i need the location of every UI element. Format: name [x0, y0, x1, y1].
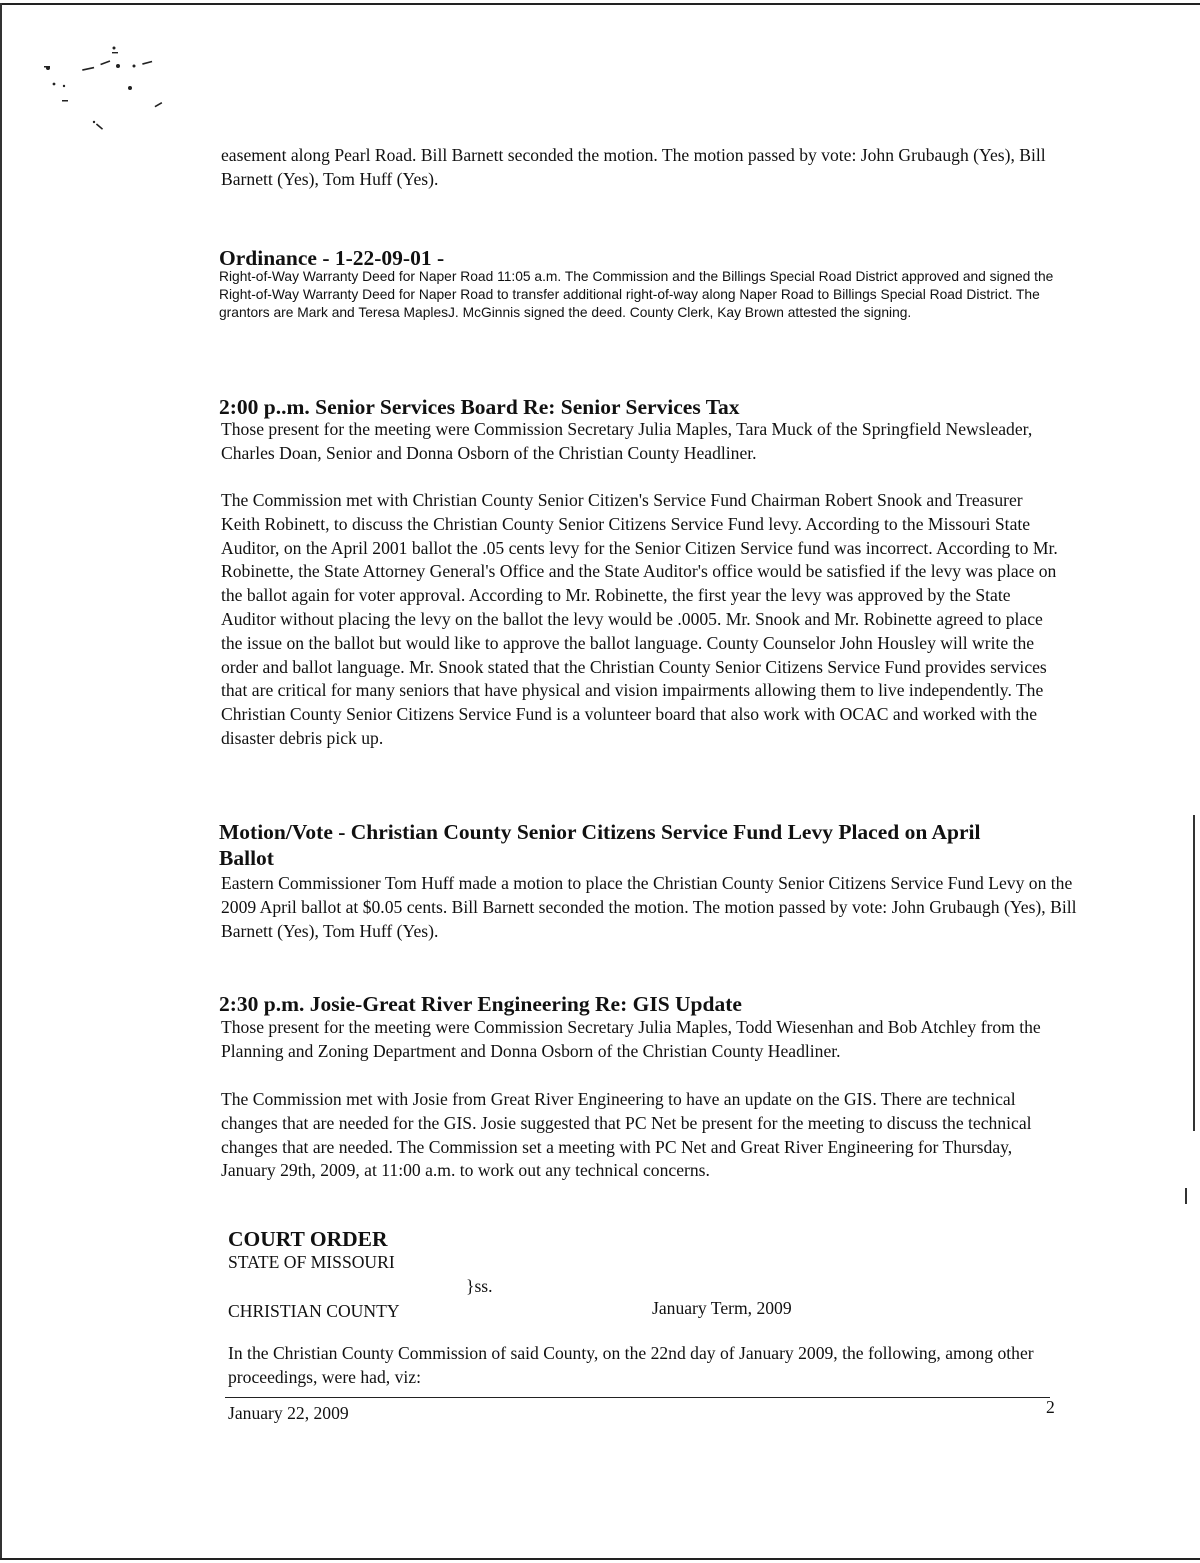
scan-speckles	[30, 40, 170, 140]
motion-vote-heading-line1: Motion/Vote - Christian County Senior Citizens Service Fund Levy Placed on April	[219, 820, 981, 844]
footer-rule	[225, 1397, 1050, 1398]
motion-vote-body: Eastern Commissioner Tom Huff made a motion to place the Christian County Senior Citizens Service Fund Levy on the 2009 April ballot at $0.05 cents. Bill Barnett seconded the motion. The motion passed by vote: John Grubaugh (Yes), Bill Barnett (Yes), Tom Huff (Yes).	[221, 873, 1077, 941]
motion-vote-heading	[219, 819, 1099, 871]
page-number: 2	[1046, 1397, 1055, 1417]
scan-left-border	[0, 3, 2, 1560]
scan-edge-mark	[1193, 815, 1195, 1131]
scan-bottom-border	[0, 1558, 1200, 1560]
court-order-county: CHRISTIAN COUNTY	[228, 1301, 400, 1321]
ordinance-body: Right-of-Way Warranty Deed for Naper Road 11:05 a.m. The Commission and the Billings Special Road District approved and signed the Right-of-Way Warranty Deed for Naper Road to transfer additional right-of-way along Naper Road to Billings Special Road District. The grantors are Mark and Teresa MaplesJ. McGinnis signed the deed. County Clerk, Kay Brown attested the signing.	[219, 269, 1054, 320]
scan-edge-mark	[1185, 1188, 1187, 1204]
court-order-ss: }ss.	[466, 1276, 493, 1296]
scan-top-border	[0, 3, 1200, 5]
motion-vote-heading-line2: Ballot	[219, 846, 274, 870]
court-order-body: In the Christian County Commission of said County, on the 22nd day of January 2009, the following, among other proceedings, were had, viz:	[228, 1343, 1034, 1387]
footer-date: January 22, 2009	[228, 1403, 349, 1423]
court-order-heading: COURT ORDER	[228, 1227, 388, 1251]
ordinance-heading: Ordinance - 1-22-09-01 -	[219, 246, 445, 270]
senior-services-body: The Commission met with Christian County Senior Citizen's Service Fund Chairman Robert Snook and Treasurer Keith Robinett, to discuss the Christian County Senior Citizens Service Fund levy. According to the Missouri State Auditor, on the April 2001 ballot the .05 cents levy for the Senior Citizen Service fund was incorrect. According to Mr. Robinette, the State Attorney General's Office and the State Auditor's office would be satisfied if the levy was place on the ballot again for voter approval. According to Mr. Robinette, the first year the levy was approved by the State Auditor without placing the levy on the ballot the levy would be .0005. Mr. Snook and Mr. Robinette agreed to place the issue on the ballot but would like to approve the ballot language. County Counselor John Housley will write the order and ballot language. Mr. Snook stated that the Christian County Senior Citizens Service Fund provides services that are critical for many seniors that have physical and vision impairments allowing them to live independently. The Christian County Senior Citizens Service Fund is a volunteer board that also work with OCAC and worked with the disaster debris pick up.	[221, 490, 1058, 748]
court-order-term: January Term, 2009	[652, 1298, 792, 1318]
continued-paragraph: easement along Pearl Road. Bill Barnett seconded the motion. The motion passed by vote: John Grubaugh (Yes), Bill Barnett (Yes), Tom Huff (Yes).	[221, 145, 1046, 189]
gis-update-attendees: Those present for the meeting were Commission Secretary Julia Maples, Todd Wiesenhan and Bob Atchley from the Planning and Zoning Department and Donna Osborn of the Christian County Headliner.	[221, 1017, 1041, 1061]
court-order-state: STATE OF MISSOURI	[228, 1252, 395, 1272]
senior-services-attendees: Those present for the meeting were Commission Secretary Julia Maples, Tara Muck of the Springfield Newsleader, Charles Doan, Senior and Donna Osborn of the Christian County Headliner.	[221, 419, 1033, 463]
senior-services-heading: 2:00 p..m. Senior Services Board Re: Senior Services Tax	[219, 395, 740, 419]
gis-update-heading: 2:30 p.m. Josie-Great River Engineering Re: GIS Update	[219, 992, 742, 1016]
gis-update-body: The Commission met with Josie from Great River Engineering to have an update on the GIS. There are technical changes that are needed for the GIS. Josie suggested that PC Net be present for the meeting to discuss the technical changes that are needed. The Commission set a meeting with PC Net and Great River Engineering for Thursday, January 29th, 2009, at 11:00 a.m. to work out any technical concerns.	[221, 1089, 1032, 1181]
